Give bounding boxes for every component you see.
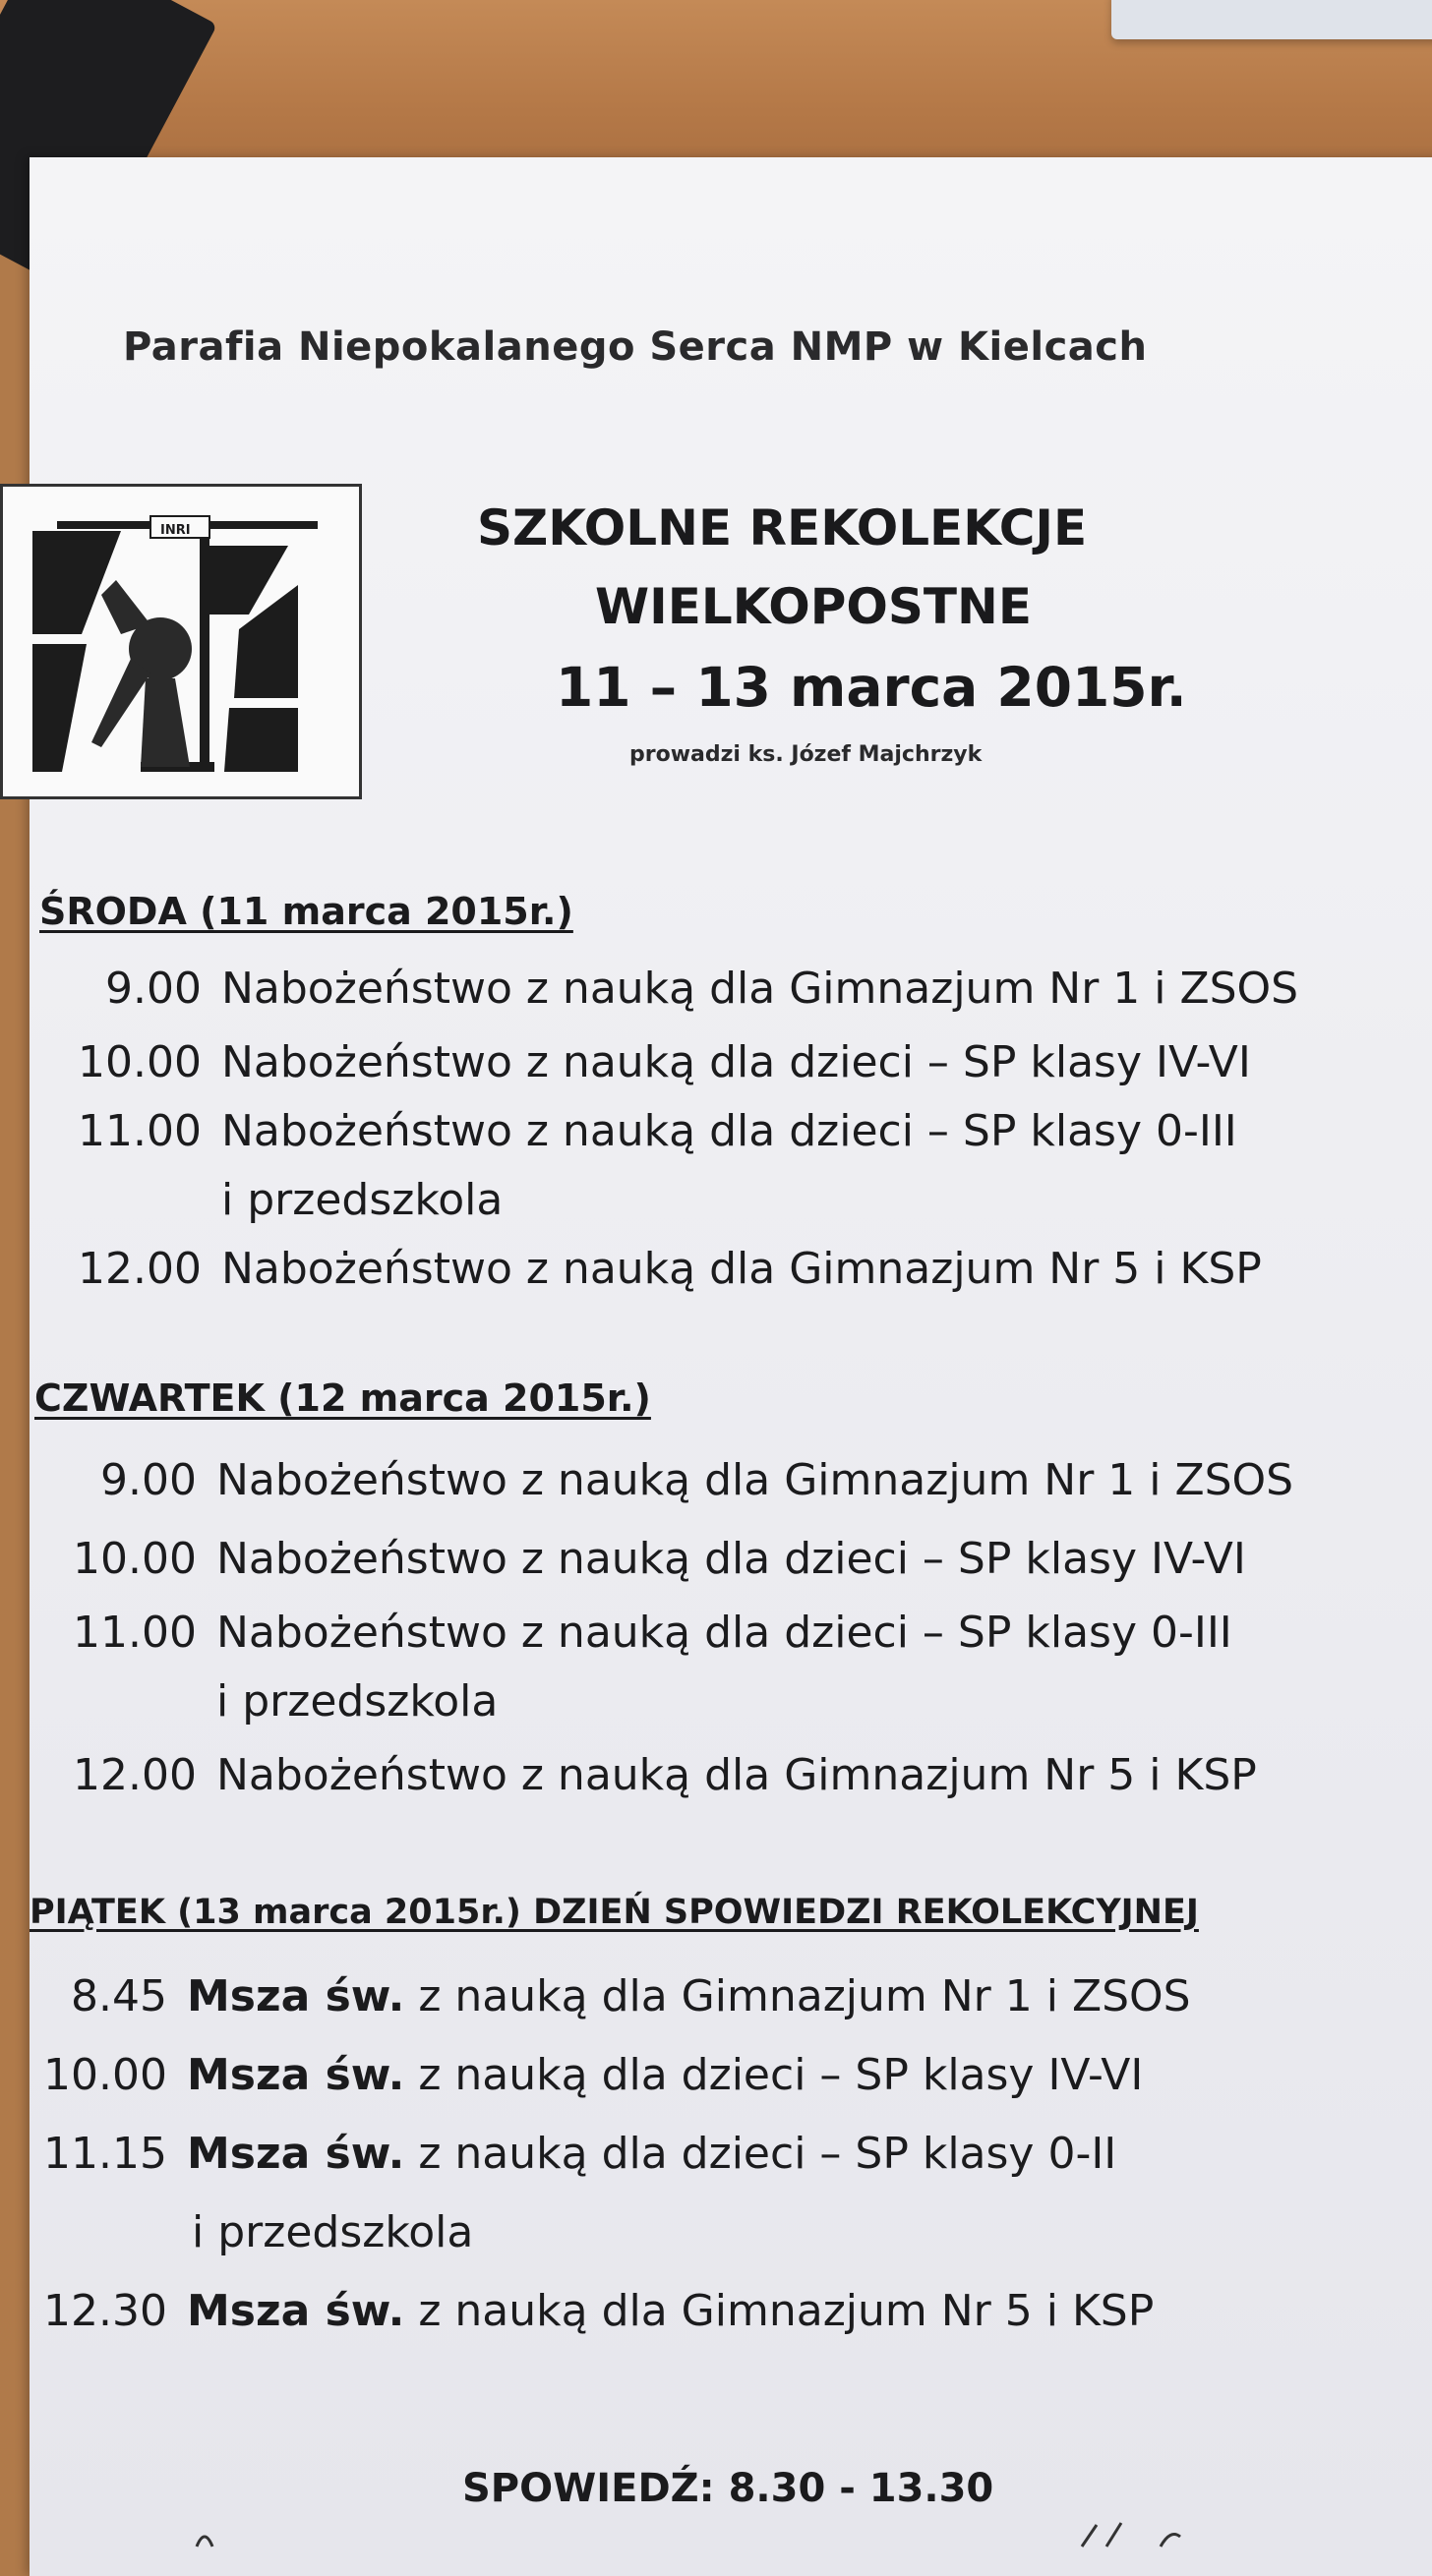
day-title-czwartek: CZWARTEK (12 marca 2015r.) bbox=[34, 1376, 651, 1420]
mass-text: z nauką dla dzieci – SP klasy IV-VI bbox=[404, 2050, 1144, 2100]
mass-text: z nauką dla Gimnazjum Nr 1 i ZSOS bbox=[404, 1971, 1191, 2021]
row-time: 11.00 bbox=[73, 1608, 197, 1658]
row-continuation: i przedszkola bbox=[221, 1175, 504, 1225]
retreat-leader: prowadzi ks. Józef Majchrzyk bbox=[629, 742, 983, 767]
pen-marks bbox=[177, 2517, 1259, 2548]
row-desc bbox=[187, 1971, 1191, 2021]
row-desc: Nabożeństwo z nauką dla Gimnazjum Nr 5 i KSP bbox=[216, 1750, 1257, 1800]
title-line-3: 11 – 13 marca 2015r. bbox=[556, 656, 1187, 719]
row-time: 9.00 bbox=[100, 1455, 197, 1505]
mass-label: Msza św. bbox=[187, 1971, 405, 2021]
row-time: 12.00 bbox=[78, 1244, 202, 1294]
row-time: 9.00 bbox=[105, 964, 202, 1014]
row-time: 10.00 bbox=[43, 2050, 167, 2100]
row-desc: Nabożeństwo z nauką dla Gimnazjum Nr 5 i KSP bbox=[221, 1244, 1262, 1294]
row-desc: Nabożeństwo z nauką dla dzieci – SP klasy IV-VI bbox=[221, 1037, 1251, 1087]
row-desc: Nabożeństwo z nauką dla Gimnazjum Nr 1 i ZSOS bbox=[216, 1455, 1294, 1505]
row-time: 8.45 bbox=[71, 1971, 167, 2021]
light-object bbox=[1111, 0, 1432, 39]
row-time: 10.00 bbox=[78, 1037, 202, 1087]
row-desc: Nabożeństwo z nauką dla dzieci – SP klasy 0-III bbox=[216, 1608, 1232, 1658]
inri-caption: INRI bbox=[160, 523, 191, 538]
row-desc bbox=[187, 2286, 1154, 2336]
crucifix-woodcut-image bbox=[0, 484, 362, 799]
day-title-piatek: PIĄTEK (13 marca 2015r.) DZIEŃ SPOWIEDZI REKOLEKCYJNEJ bbox=[30, 1893, 1199, 1932]
row-time: 11.00 bbox=[78, 1106, 202, 1156]
row-time: 10.00 bbox=[73, 1534, 197, 1584]
row-desc bbox=[187, 2129, 1116, 2179]
parish-name: Parafia Niepokalanego Serca NMP w Kielcach bbox=[123, 324, 1148, 370]
row-desc bbox=[187, 2050, 1143, 2100]
mass-label: Msza św. bbox=[187, 2129, 405, 2179]
title-line-2: WIELKOPOSTNE bbox=[595, 578, 1033, 635]
mass-label: Msza św. bbox=[187, 2286, 405, 2336]
row-time: 11.15 bbox=[43, 2129, 167, 2179]
row-desc: Nabożeństwo z nauką dla Gimnazjum Nr 1 i ZSOS bbox=[221, 964, 1299, 1014]
confession-hours: SPOWIEDŹ: 8.30 - 13.30 bbox=[462, 2466, 994, 2511]
row-time: 12.30 bbox=[43, 2286, 167, 2336]
row-continuation: i przedszkola bbox=[192, 2207, 474, 2257]
row-continuation: i przedszkola bbox=[216, 1676, 499, 1727]
row-desc: Nabożeństwo z nauką dla dzieci – SP klasy 0-III bbox=[221, 1106, 1237, 1156]
mass-label: Msza św. bbox=[187, 2050, 405, 2100]
day-title-sroda: ŚRODA (11 marca 2015r.) bbox=[39, 890, 573, 933]
row-time: 12.00 bbox=[73, 1750, 197, 1800]
mass-text: z nauką dla Gimnazjum Nr 5 i KSP bbox=[404, 2286, 1155, 2336]
title-line-1: SZKOLNE REKOLEKCJE bbox=[477, 499, 1088, 556]
row-desc: Nabożeństwo z nauką dla dzieci – SP klasy IV-VI bbox=[216, 1534, 1246, 1584]
mass-text: z nauką dla dzieci – SP klasy 0-II bbox=[404, 2129, 1117, 2179]
